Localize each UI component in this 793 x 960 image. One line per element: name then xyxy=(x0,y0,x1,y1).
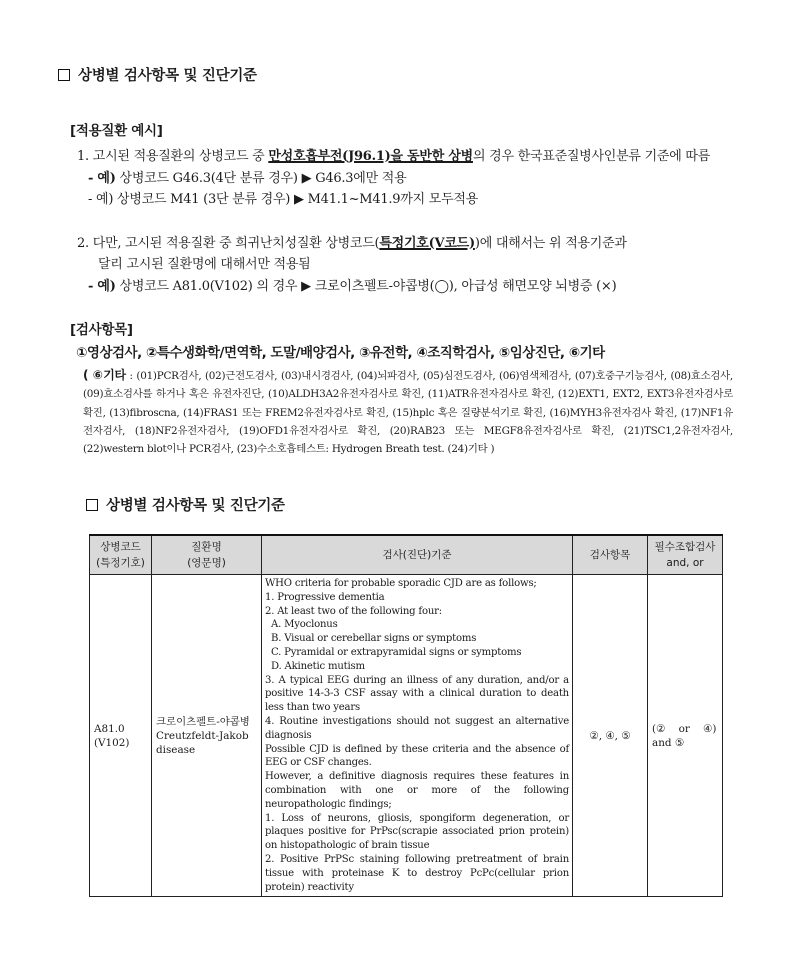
criteria-table xyxy=(89,534,723,897)
cell-criteria xyxy=(262,575,573,897)
criteria-line: D. Akinetic mutism xyxy=(271,660,365,672)
header-tests: 검사항목 xyxy=(573,535,648,575)
test-categories: ①영상검사, ②특수생화학/면역학, 도말/배양검사, ③유전학, ④조직학검사, ⑤임상진단, ⑥기타 xyxy=(76,345,605,361)
criteria-line: 2. At least two of the following four: xyxy=(265,605,442,617)
cell-tests: ②, ④, ⑤ xyxy=(573,575,648,897)
criteria-line: 1. Loss of neurons, gliosis, spongiform degeneration, or plaques positive for PrPsc(scrapie associated prion protein) on histopathologic of brain tissue xyxy=(265,812,569,852)
criteria-line: 3. A typical EEG during an illness of any duration, and/or a positive 14-3-3 CSF assay with a clinical duration to death less than two years xyxy=(265,674,569,714)
criteria-line: 4. Routine investigations should not suggest an alternative diagnosis xyxy=(265,715,569,741)
apply-heading: [적용질환 예시] xyxy=(70,123,163,139)
cell-disease: 크로이츠펠트-야콥병 Creutzfeldt-Jakob disease xyxy=(152,575,262,897)
table-header-row xyxy=(90,535,723,575)
checkbox-square-icon xyxy=(86,499,98,511)
cell-required: (② or ④) and ⑤ xyxy=(648,575,723,897)
item-2-example: - 예) 상병코드 A81.0(V102) 의 경우 ▶ 크로이츠펠트-야콥병(◯), 아급성 해면모양 뇌병증 (×) xyxy=(88,279,617,294)
criteria-line: A. Myoclonus xyxy=(271,619,338,631)
criteria-line: 1. Progressive dementia xyxy=(265,591,385,603)
criteria-line: 2. Positive PrPSc staining following pretreatment of brain tissue with proteinase K to destroy PcPc(cellular prion protein) reactivity xyxy=(265,853,569,893)
header-criteria: 검사(진단)기준 xyxy=(262,535,573,575)
checkbox-square-icon xyxy=(58,69,70,81)
tests-heading: [검사항목] xyxy=(70,322,133,338)
header-required: 필수조합검사 and, or xyxy=(648,535,723,575)
section-title-2: 상병별 검사항목 및 진단기준 xyxy=(86,494,285,515)
criteria-line: B. Visual or cerebellar signs or symptoms xyxy=(271,633,477,645)
header-code: 상병코드 (특정기호) xyxy=(90,535,152,575)
header-disease: 질환명 (영문명) xyxy=(152,535,262,575)
item-1: 1. 고시된 적용질환의 상병코드 중 만성호흡부전(J96.1)을 동반한 상병의 경우 한국표준질병사인분류 기준에 따름 xyxy=(77,149,711,164)
section-title-1: 상병별 검사항목 및 진단기준 xyxy=(58,64,257,85)
item-1-example-1: - 예) 상병코드 G46.3(4단 분류 경우) ▶ G46.3에만 적용 xyxy=(88,171,407,186)
item-1-example-2: - 예) 상병코드 M41 (3단 분류 경우) ▶ M41.1~M41.9까지 모두적용 xyxy=(88,192,479,207)
criteria-line: C. Pyramidal or extrapyramidal signs or symptoms xyxy=(271,646,522,658)
criteria-line: WHO criteria for probable sporadic CJD are as follows; xyxy=(265,578,537,589)
table-row xyxy=(90,575,723,897)
criteria-line: Possible CJD is defined by these criteria and the absence of EEG or CSF changes. xyxy=(265,743,569,769)
item-2: 2. 다만, 고시된 적용질환 중 희귀난치성질환 상병코드(특정기호(V코드))에 대해서는 위 적용기준과 xyxy=(77,236,627,251)
item-2-line-2: 달리 고시된 질환명에 대해서만 적용됨 xyxy=(98,257,311,272)
other-tests-paragraph: ( ⑥기타 : (01)PCR검사, (02)근전도검사, (03)내시경검사, (04)뇌파검사, (05)심전도검사, (06)염색체검사, (07)호중구기능검사, (08)효소검사, (09)효소검사를 하거나 혹은 유전자진단, (10)ALDH3A2유전자검사로 확진, (11)ATR유전자검사로 확진, (12)EXT1, EXT2, EXT3유전자검사로 확진, (13)fibroscna, (14)FRAS1 또는 FREM2유전자검사로 확진, (15)hplc 혹은 질량분석기로 확진, (16)MYH3유전자검사 확진, (17)NF1유전자검사, (18)NF2유전자검사, (19)OFD1유전자검사로 확진, (20)RAB23 또는 MEGF8유전자검사로 확진, (21)TSC1,2유전자검사, (22)western blot이나 PCR검사, (23)수소호흡테스트: Hydrogen Breath test. (24)기타 ) xyxy=(83,368,733,456)
criteria-line: However, a definitive diagnosis requires these features in combination with one or more of the following neuropathologic findings; xyxy=(265,771,569,810)
cell-code: A81.0 (V102) xyxy=(90,575,152,897)
